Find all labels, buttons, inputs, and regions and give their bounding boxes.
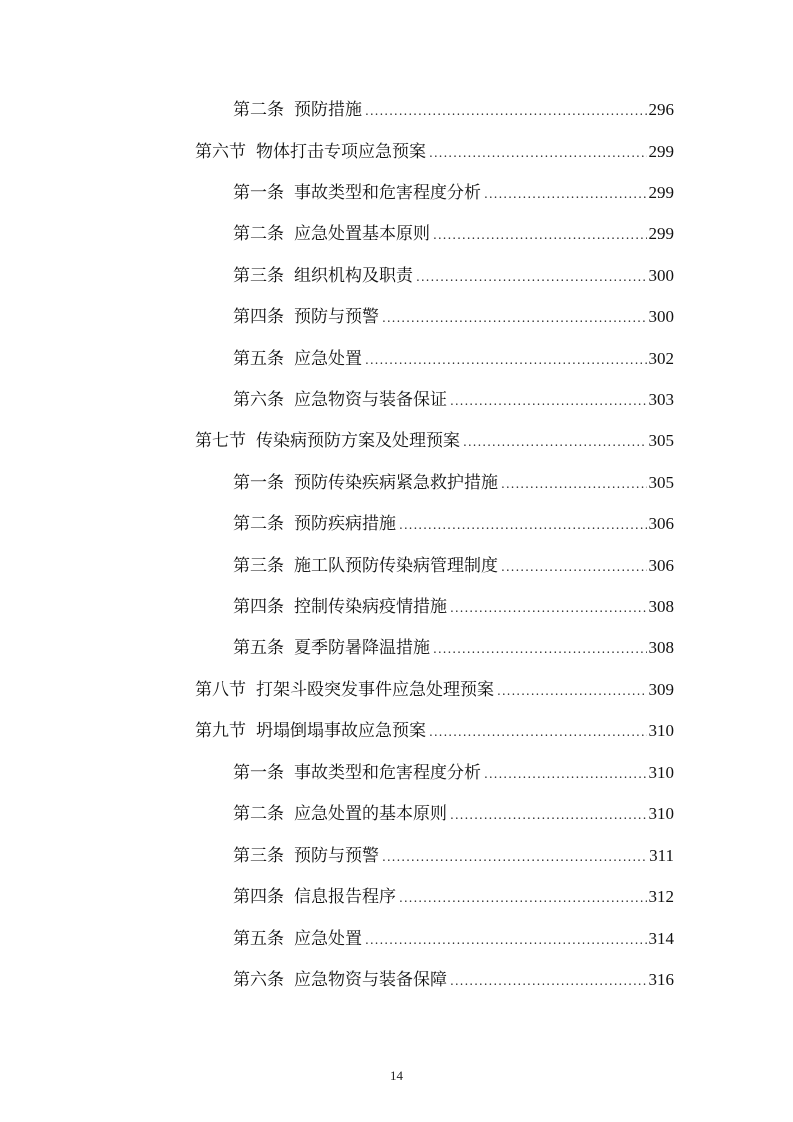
toc-entry-title: 事故类型和危害程度分析 (294, 183, 481, 203)
toc-leader-dots (365, 929, 647, 951)
toc-leader-dots (433, 224, 647, 246)
toc-entry-page: 302 (648, 349, 674, 368)
toc-entry-number: 第三条 (233, 846, 284, 866)
toc-entry-title: 应急处置 (294, 929, 362, 949)
page-number: 14 (390, 1068, 403, 1083)
toc-entry-page: 308 (648, 638, 674, 657)
toc-entry-number: 第一条 (233, 183, 284, 203)
toc-leader-dots (497, 680, 647, 702)
toc-entry-number: 第四条 (233, 597, 284, 617)
toc-entry-number: 第四条 (233, 887, 284, 907)
toc-entry-title: 事故类型和危害程度分析 (294, 763, 481, 783)
toc-leader-dots (429, 142, 647, 164)
toc-leader-dots (501, 556, 647, 578)
toc-entry-number: 第七节 (195, 431, 246, 451)
toc-entry[interactable] (233, 223, 674, 245)
toc-entry-title: 应急物资与装备保障 (294, 970, 447, 990)
toc-entry-title: 应急处置 (294, 349, 362, 369)
toc-entry-title: 坍塌倒塌事故应急预案 (256, 721, 426, 741)
toc-leader-dots (399, 887, 647, 909)
toc-leader-dots (382, 307, 647, 329)
toc-entry[interactable] (233, 803, 674, 825)
toc-entry-page: 300 (648, 266, 674, 285)
toc-entry-number: 第六条 (233, 390, 284, 410)
toc-leader-dots (463, 431, 647, 453)
toc-entry[interactable] (195, 430, 674, 452)
toc-entry-title: 传染病预防方案及处理预案 (256, 431, 460, 451)
toc-entry[interactable] (233, 182, 674, 204)
toc-entry[interactable] (233, 637, 674, 659)
toc-entry-number: 第二条 (233, 804, 284, 824)
toc-entry-page: 296 (648, 100, 674, 119)
toc-entry-title: 预防与预警 (294, 307, 379, 327)
toc-entry-title: 施工队预防传染病管理制度 (294, 556, 498, 576)
toc-leader-dots (382, 846, 647, 868)
toc-entry-title: 组织机构及职责 (294, 266, 413, 286)
toc-entry-number: 第一条 (233, 763, 284, 783)
toc-entry-page: 300 (648, 307, 674, 326)
toc-entry[interactable] (195, 141, 674, 163)
toc-entry-number: 第六节 (195, 142, 246, 162)
toc-entry-page: 309 (648, 680, 674, 699)
toc-leader-dots (399, 514, 647, 536)
toc-entry-number: 第四条 (233, 307, 284, 327)
toc-entry-title: 预防传染疾病紧急救护措施 (294, 473, 498, 493)
toc-entry-page: 308 (648, 597, 674, 616)
toc-entry-number: 第九节 (195, 721, 246, 741)
toc-entry-page: 306 (648, 556, 674, 575)
toc-entry[interactable] (233, 555, 674, 577)
toc-entry-title: 应急处置的基本原则 (294, 804, 447, 824)
toc-entry-page: 312 (648, 887, 674, 906)
toc-entry[interactable] (233, 969, 674, 991)
toc-leader-dots (450, 597, 647, 619)
toc-leader-dots (450, 970, 647, 992)
toc-entry[interactable] (233, 596, 674, 618)
toc-entry-page: 311 (649, 846, 674, 865)
toc-entry-page: 316 (648, 970, 674, 989)
toc-entry-title: 控制传染病疫情措施 (294, 597, 447, 617)
toc-entry-number: 第五条 (233, 638, 284, 658)
toc-leader-dots (501, 473, 647, 495)
toc-entry-number: 第二条 (233, 514, 284, 534)
toc-entry-number: 第五条 (233, 929, 284, 949)
toc-entry-title: 夏季防暑降温措施 (294, 638, 430, 658)
toc-entry[interactable] (233, 99, 674, 121)
toc-leader-dots (450, 804, 647, 826)
toc-entry-page: 305 (648, 431, 674, 450)
toc-entry-number: 第八节 (195, 680, 246, 700)
toc-entry[interactable] (233, 472, 674, 494)
toc-entry-title: 物体打击专项应急预案 (256, 142, 426, 162)
toc-entry-number: 第二条 (233, 224, 284, 244)
toc-leader-dots (450, 390, 647, 412)
toc-entry-page: 310 (648, 804, 674, 823)
toc-entry[interactable] (233, 306, 674, 328)
toc-entry[interactable] (233, 389, 674, 411)
toc-entry-number: 第六条 (233, 970, 284, 990)
toc-leader-dots (484, 763, 647, 785)
toc-entry[interactable] (233, 762, 674, 784)
toc-entry[interactable] (233, 513, 674, 535)
toc-entry-page: 305 (648, 473, 674, 492)
toc-entry-title: 信息报告程序 (294, 887, 396, 907)
toc-entry-number: 第五条 (233, 349, 284, 369)
toc-entry[interactable] (233, 265, 674, 287)
toc-entry-page: 299 (648, 142, 674, 161)
toc-leader-dots (484, 183, 647, 205)
toc-entry[interactable] (233, 928, 674, 950)
toc-entry-page: 310 (648, 763, 674, 782)
toc-entry-page: 306 (648, 514, 674, 533)
toc-entry-number: 第三条 (233, 266, 284, 286)
toc-entry-page: 299 (648, 224, 674, 243)
toc-leader-dots (429, 721, 647, 743)
toc-leader-dots (365, 349, 647, 371)
toc-entry[interactable] (195, 720, 674, 742)
toc-entry-title: 预防与预警 (294, 846, 379, 866)
toc-entry[interactable] (195, 679, 674, 701)
toc-entry-title: 应急物资与装备保证 (294, 390, 447, 410)
toc-entry-title: 应急处置基本原则 (294, 224, 430, 244)
toc-leader-dots (433, 638, 647, 660)
toc-entry-title: 预防疾病措施 (294, 514, 396, 534)
toc-entry-number: 第一条 (233, 473, 284, 493)
toc-leader-dots (365, 100, 647, 122)
toc-entry-title: 打架斗殴突发事件应急处理预案 (256, 680, 494, 700)
toc-entry-page: 303 (648, 390, 674, 409)
toc-entry-title: 预防措施 (294, 100, 362, 120)
toc-entry-page: 299 (648, 183, 674, 202)
toc-entry-page: 310 (648, 721, 674, 740)
toc-entry-number: 第二条 (233, 100, 284, 120)
toc-entry[interactable] (233, 348, 674, 370)
toc-leader-dots (416, 266, 647, 288)
toc-entry-page: 314 (648, 929, 674, 948)
toc-entry[interactable] (233, 886, 674, 908)
toc-entry[interactable] (233, 845, 674, 867)
toc-entry-number: 第三条 (233, 556, 284, 576)
